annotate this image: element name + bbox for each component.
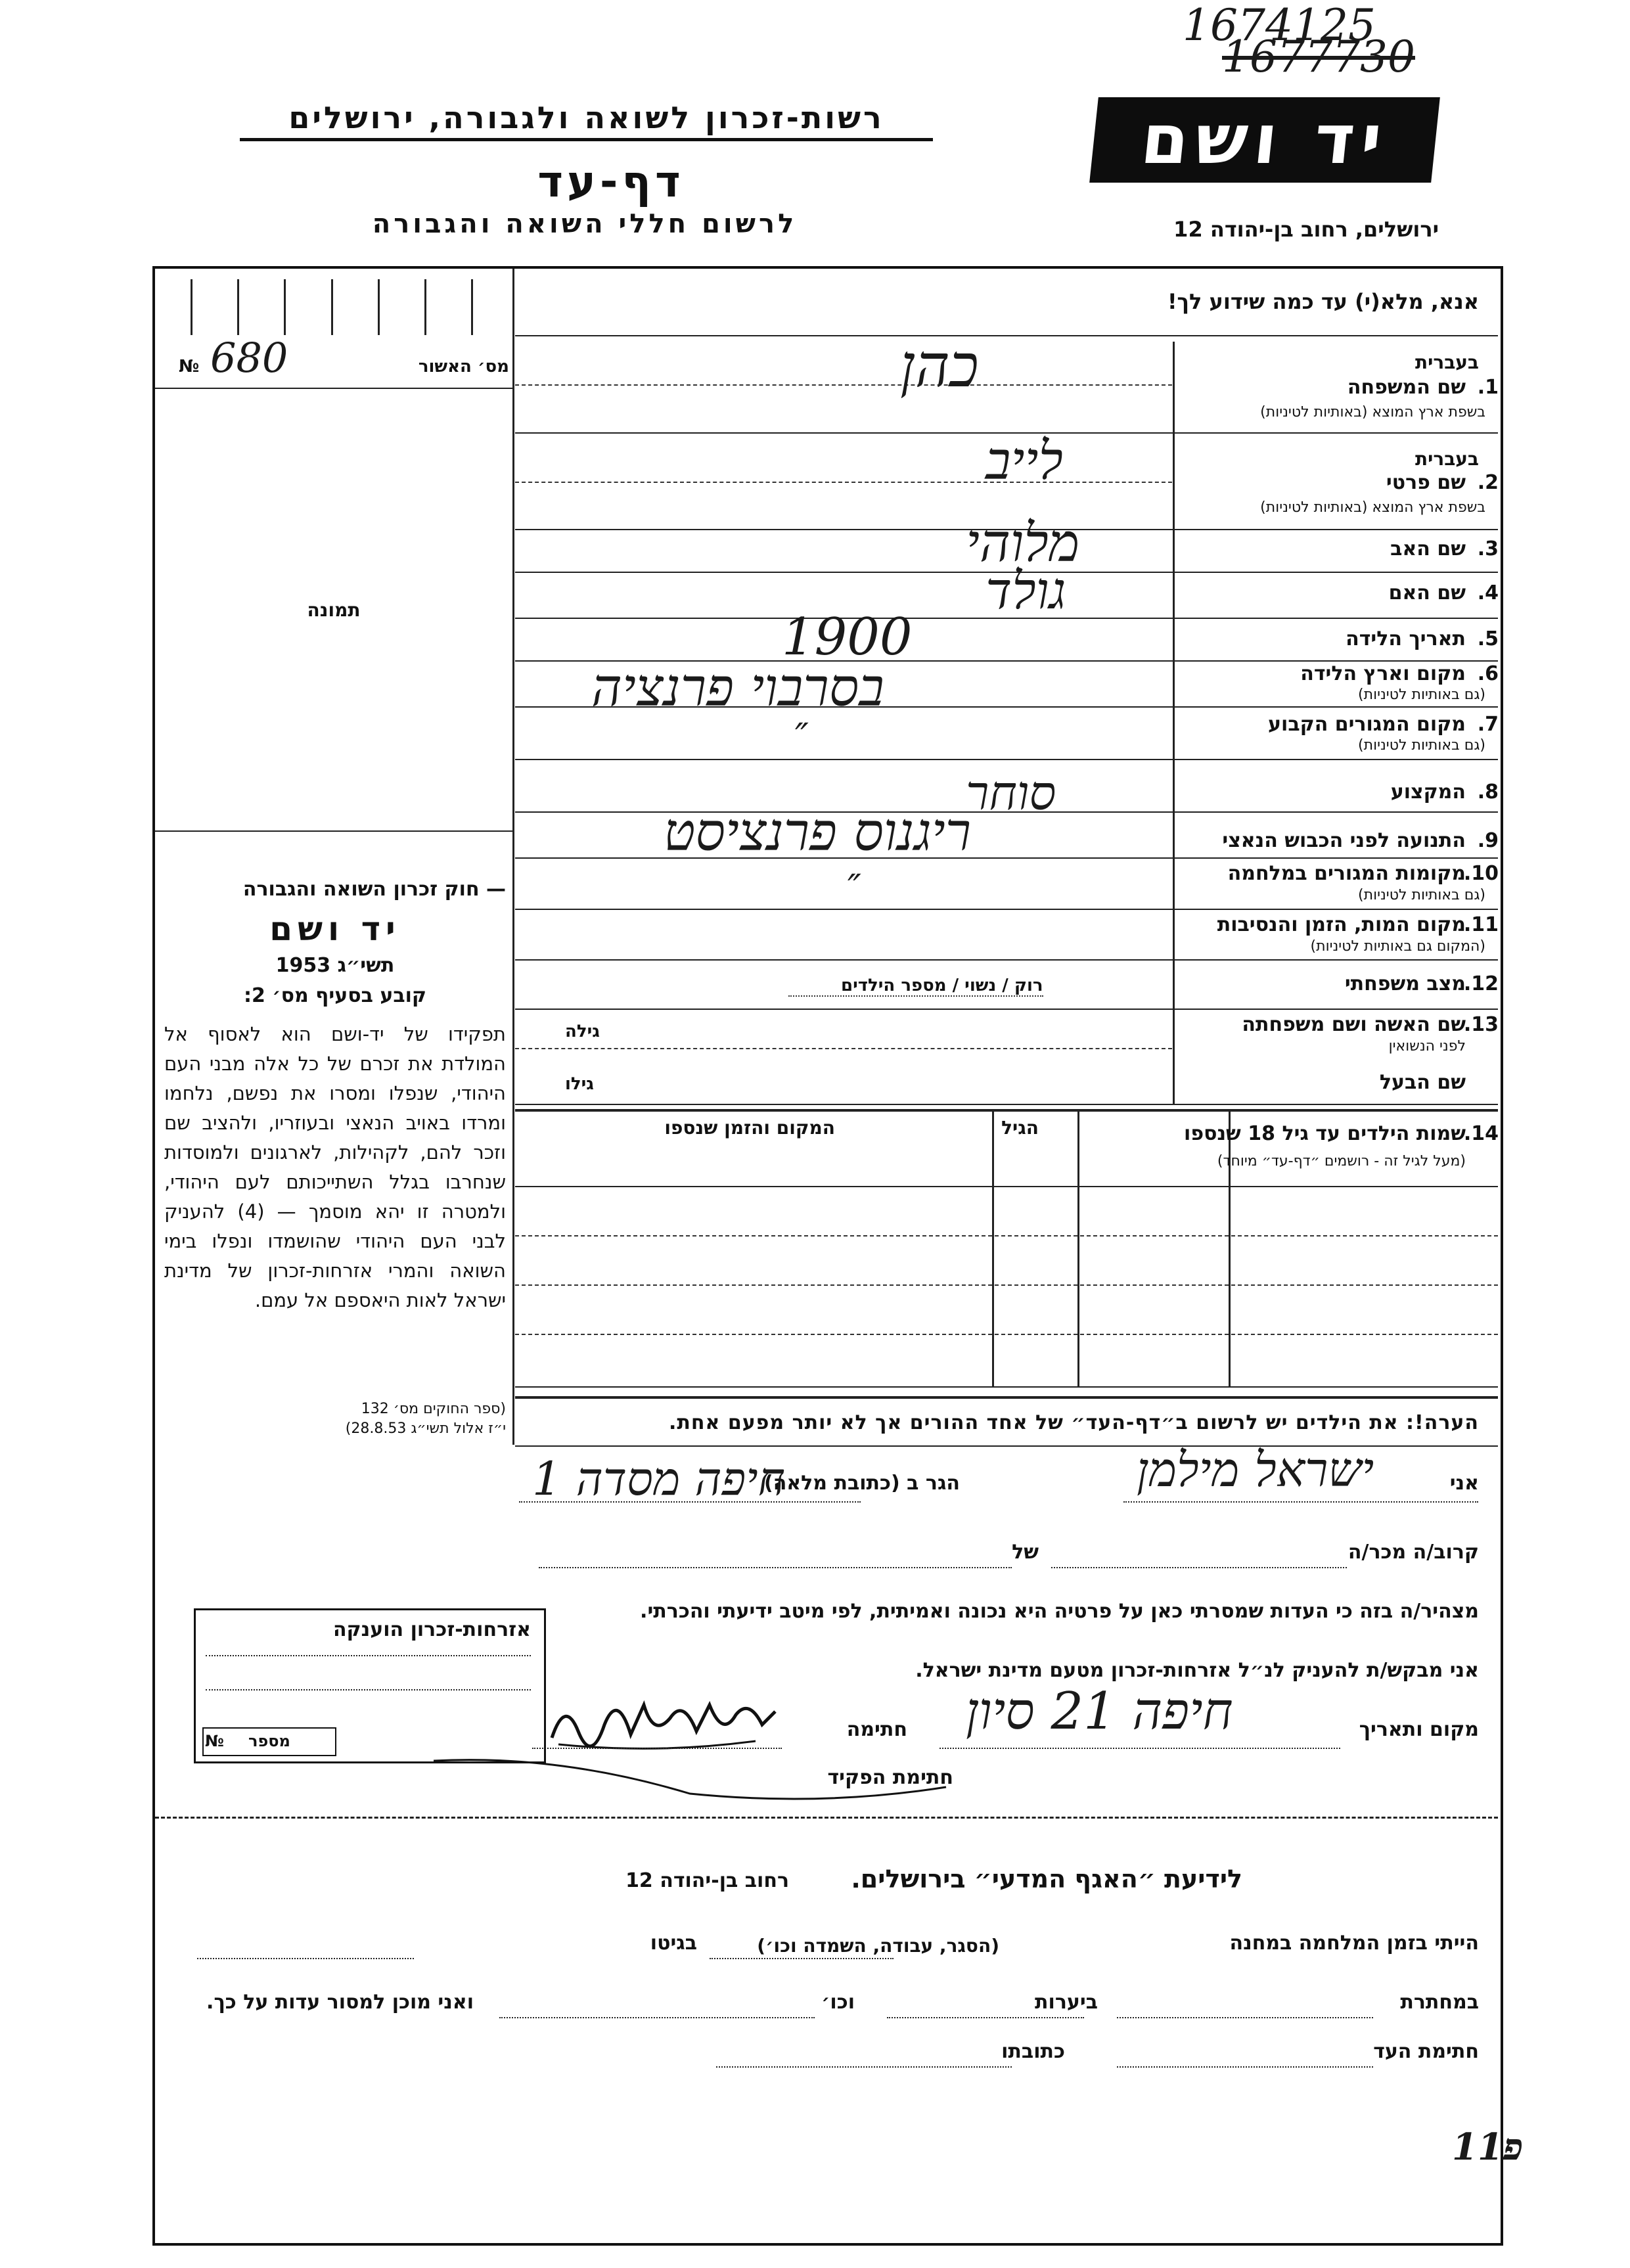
field-13-label: שם האשה ושם משפחתה xyxy=(1242,1013,1466,1036)
children-num: 14. xyxy=(1463,1122,1499,1145)
instruction-line xyxy=(515,335,1498,336)
field-10-sub: (גם באותיות לטיניות) xyxy=(1358,887,1485,903)
witness-resides-label: הגר ב (כתובת מלאה) xyxy=(763,1472,960,1495)
footer-line3-underline-1 xyxy=(1117,2066,1373,2068)
logo-text: יד ושם xyxy=(1137,99,1392,179)
signature-label: חתימה xyxy=(846,1718,907,1741)
law-title: — חוק זכרון השואה והגבורה xyxy=(242,878,506,901)
field-11-sub: (המקום גם באותיות לטיניות) xyxy=(1310,938,1485,955)
field-3-label: שם האב xyxy=(1390,537,1466,560)
authority-title: רשות-זכרון לשואה ולגבורה, ירושלים xyxy=(240,100,933,141)
field-11-label: מקום המות, הזמן והנסיבות xyxy=(1217,913,1466,936)
handwritten-number-top: 1674125 xyxy=(1183,0,1376,51)
field-13-sub: לפני הנשואין xyxy=(1388,1038,1466,1055)
children-sub: (מעל לגיל זה - רושמים ״דף-עד״ מיוחד) xyxy=(1217,1153,1466,1169)
footer-line2-c: וכו׳ xyxy=(821,1991,855,2014)
witness-request: אני מבקש/ת להעניק לנ״ל אזרחות-זכרון מטעם מדינת ישראל. xyxy=(915,1659,1479,1682)
footer-line2-b: ביערות xyxy=(1035,1991,1098,2014)
left-column-border xyxy=(512,269,514,1445)
note-text: הערה!: את הילדים יש לרשום ב״דף-העד״ של אחד ההורים אך לא יותר מפעם אחת. xyxy=(669,1411,1479,1434)
witness-relative-line xyxy=(1051,1567,1347,1568)
citizenship-number-label: מספר xyxy=(248,1732,290,1750)
registration-no-mark: № xyxy=(179,357,200,376)
children-col-2 xyxy=(1077,1110,1079,1386)
law-year: תשי״ג 1953 xyxy=(275,954,395,977)
citizenship-line xyxy=(206,1689,531,1690)
citizenship-no-mark: № xyxy=(205,1732,224,1750)
citizenship-line xyxy=(206,1655,531,1656)
law-text: תפקידו של יד-ושם הוא לאסוף אל המולדת את זכרם של כל אלה מבני העם היהודי, שנפלו ומסרו את נפשם, נלחמו ומרדו באויב הנאצי ובעוזריו, ולהציב שם וזכר להם, לקהילות, לארגונים ולמוסדות שנחרבו בגלל השתייכותם לעם היהודי, ולמטרה זו יהא מוסמך — (4) להעניק לבני העם היהודי שהושמדו ונפלו בימי השואה והמרי אזרחות-זכרון של מדינת ישראל לאות היאספם אל עמם. xyxy=(164,1023,506,1311)
field-1-label: שם המשפחה xyxy=(1347,376,1466,399)
field-10-label: מקומות המגורים במלחמה xyxy=(1227,862,1466,885)
yad-vashem-logo xyxy=(1089,97,1440,183)
witness-address-line xyxy=(519,1501,861,1503)
field-1-sub: בשפת ארץ המוצא (באותיות לטיניות) xyxy=(1260,404,1485,420)
field-6-num: 6. xyxy=(1477,662,1499,685)
children-col-1 xyxy=(992,1110,994,1386)
registration-label: מס׳ האשור xyxy=(418,357,509,376)
label-column-border xyxy=(1173,342,1175,1104)
field-7-value: ″ xyxy=(795,716,809,759)
row-line xyxy=(515,909,1498,910)
row-line xyxy=(515,384,1172,386)
field-1-value: כהן xyxy=(900,332,979,401)
clerk-label: חתימת הפקיד xyxy=(827,1766,953,1789)
page-mark: פ11 xyxy=(1452,2125,1524,2169)
field-8-num: 8. xyxy=(1477,781,1499,804)
witness-of-line xyxy=(539,1567,1012,1568)
field-5-num: 5. xyxy=(1477,627,1499,650)
field-4-label: שם האם xyxy=(1388,581,1466,604)
field-5-value: 1900 xyxy=(782,608,913,667)
field-3-num: 3. xyxy=(1477,537,1499,560)
children-label: שמות הילדים עד גיל 18 שנספו xyxy=(1184,1122,1466,1145)
children-col-place: המקום והזמן שנספו xyxy=(664,1117,835,1139)
field-5-label: תאריך הלידה xyxy=(1346,627,1466,650)
children-col-3 xyxy=(1229,1110,1231,1386)
row-line xyxy=(515,482,1172,483)
witness-ani: אני xyxy=(1449,1472,1479,1495)
footer-line1-b: (הסגר, עבודה, השמדה וכו׳) xyxy=(757,1935,999,1957)
footer-line2-underline-2 xyxy=(887,2017,1084,2018)
husband-label: שם הבעל xyxy=(1379,1071,1466,1094)
field-9-label: התנועה לפני הכבוש הנאצי xyxy=(1222,829,1466,852)
field-10-value: ″ xyxy=(848,867,861,910)
field-10-num: 10. xyxy=(1463,862,1499,885)
field-4-value: גולד xyxy=(985,562,1066,621)
witness-name-line xyxy=(1123,1501,1478,1503)
field-2-sub: בשפת ארץ המוצא (באותיות לטיניות) xyxy=(1260,499,1485,516)
field-13-num: 13. xyxy=(1463,1013,1499,1036)
registration-value: 680 xyxy=(210,334,288,382)
law-name: יד ושם xyxy=(269,910,401,948)
field-6-sub: (גם באותיות לטיניות) xyxy=(1358,687,1485,703)
row-line xyxy=(515,759,1498,760)
field-8-value: סוחר xyxy=(966,765,1056,821)
note-top-line xyxy=(515,1396,1498,1399)
row-line xyxy=(515,1104,1498,1105)
citizenship-box xyxy=(194,1608,546,1763)
row-line xyxy=(515,1048,1172,1049)
footer-line3-underline-2 xyxy=(716,2066,1012,2068)
children-top-line xyxy=(515,1109,1498,1112)
photo-bottom-line xyxy=(155,830,512,832)
law-ref-1: (ספר החוקים מס׳ 132 xyxy=(361,1401,506,1417)
footer-line3-b: כתובתו xyxy=(1001,2040,1065,2063)
field-1-num: 1. xyxy=(1477,376,1499,399)
reg-boxes xyxy=(191,279,473,335)
footer-line2-underline-1 xyxy=(1117,2017,1373,2018)
field-9-num: 9. xyxy=(1477,829,1499,852)
row-line xyxy=(515,959,1498,961)
field-9-value: ריגנוס פרנציסט xyxy=(664,802,972,863)
husband-age-label: גילו xyxy=(565,1074,594,1094)
place-date-label: מקום ותאריך xyxy=(1359,1718,1479,1741)
field-2-num: 2. xyxy=(1477,471,1499,494)
field-7-label: מקום המגורים הקבוע xyxy=(1268,713,1466,736)
witness-name-value: ישראל מילמן xyxy=(1137,1442,1374,1497)
footer-line1-underline-1 xyxy=(710,1958,894,1959)
field-4-num: 4. xyxy=(1477,581,1499,604)
witness-address-value: חיפה מסדה 1 xyxy=(532,1452,785,1506)
page-title: דף-עד xyxy=(537,156,685,207)
marital-options: רוק / נשוי / מספר הילדים xyxy=(788,976,1043,997)
field-12-label: מצב משפחתי xyxy=(1344,972,1466,995)
field-3-value: מלוהי xyxy=(966,512,1080,574)
field-6-value: בסרבוי פרנציה xyxy=(591,657,884,718)
field-7-num: 7. xyxy=(1477,713,1499,736)
children-bottom xyxy=(515,1386,1498,1388)
place-date-line xyxy=(940,1748,1340,1749)
field-2-label: שם פרטי xyxy=(1386,471,1466,494)
children-row xyxy=(515,1235,1498,1236)
citizenship-number-box xyxy=(202,1727,336,1756)
place-date-value: חיפה 21 סיון xyxy=(966,1682,1233,1741)
children-col-age: הגיל xyxy=(1001,1117,1039,1139)
field-8-label: המקצוע xyxy=(1390,781,1466,804)
footer-line1-underline-2 xyxy=(197,1958,414,1959)
form-instruction: אנא, מלא(י) עד כמה שידוע לך! xyxy=(1167,289,1479,314)
handwritten-number-struck: 1677730 xyxy=(1222,32,1415,82)
footer-heading: לידיעת ״האגף המדעי״ בירושלים. xyxy=(851,1865,1242,1894)
witness-of-label: של xyxy=(1012,1541,1039,1564)
in-hebrew-1: בעברית xyxy=(1415,352,1479,373)
footer-address: רחוב בן-יהודה 12 xyxy=(625,1869,789,1892)
field-6-label: מקום וארץ הלידה xyxy=(1300,662,1466,685)
in-hebrew-2: בעברית xyxy=(1415,448,1479,470)
photo-area xyxy=(155,389,512,830)
footer-line1-a: הייתי בזמן המלחמה במחנה xyxy=(1229,1932,1479,1955)
children-row xyxy=(515,1284,1498,1286)
photo-label: תמונה xyxy=(307,599,361,621)
footer-top-line xyxy=(155,1817,1498,1819)
footer-line3-a: חתימת העד xyxy=(1373,2040,1479,2063)
row-line xyxy=(515,1009,1498,1010)
law-ref-2: י״ז אלול תשי״ג 28.8.53) xyxy=(345,1420,506,1437)
footer-line2-a: במחתרת xyxy=(1400,1991,1479,2014)
field-11-num: 11. xyxy=(1463,913,1499,936)
children-row xyxy=(515,1334,1498,1335)
law-clause: קובע בסעיף מס׳ 2: xyxy=(243,984,427,1007)
field-7-sub: (גם באותיות לטיניות) xyxy=(1358,737,1485,754)
witness-relative-label: קרוב/ה מכר/ה xyxy=(1347,1541,1479,1564)
row-line xyxy=(515,857,1498,859)
footer-line1-c: בגיטו xyxy=(650,1932,697,1955)
footer-line2-d: ואני מוכן למסור עדות על כך. xyxy=(206,1991,474,2014)
witness-signature xyxy=(539,1679,788,1758)
witness-declaration: מצהיר/ה בזה כי העדות שמסרתי כאן על פרטיה היא נכונה ואמיתית, לפי מיטב ידיעתי והכרתי. xyxy=(640,1600,1479,1623)
children-row xyxy=(515,1186,1498,1187)
field-2-value: לייב xyxy=(985,430,1063,491)
address: ירושלים, רחוב בן-יהודה 12 xyxy=(1173,217,1439,242)
field-12-num: 12. xyxy=(1463,972,1499,995)
wife-age-label: גילה xyxy=(565,1022,600,1041)
footer-line2-underline-3 xyxy=(499,2017,815,2018)
page-subtitle: לרשום חללי השואה והגבורה xyxy=(372,209,798,239)
citizenship-title: אזרחות-זכרון הוענקה xyxy=(332,1618,531,1641)
